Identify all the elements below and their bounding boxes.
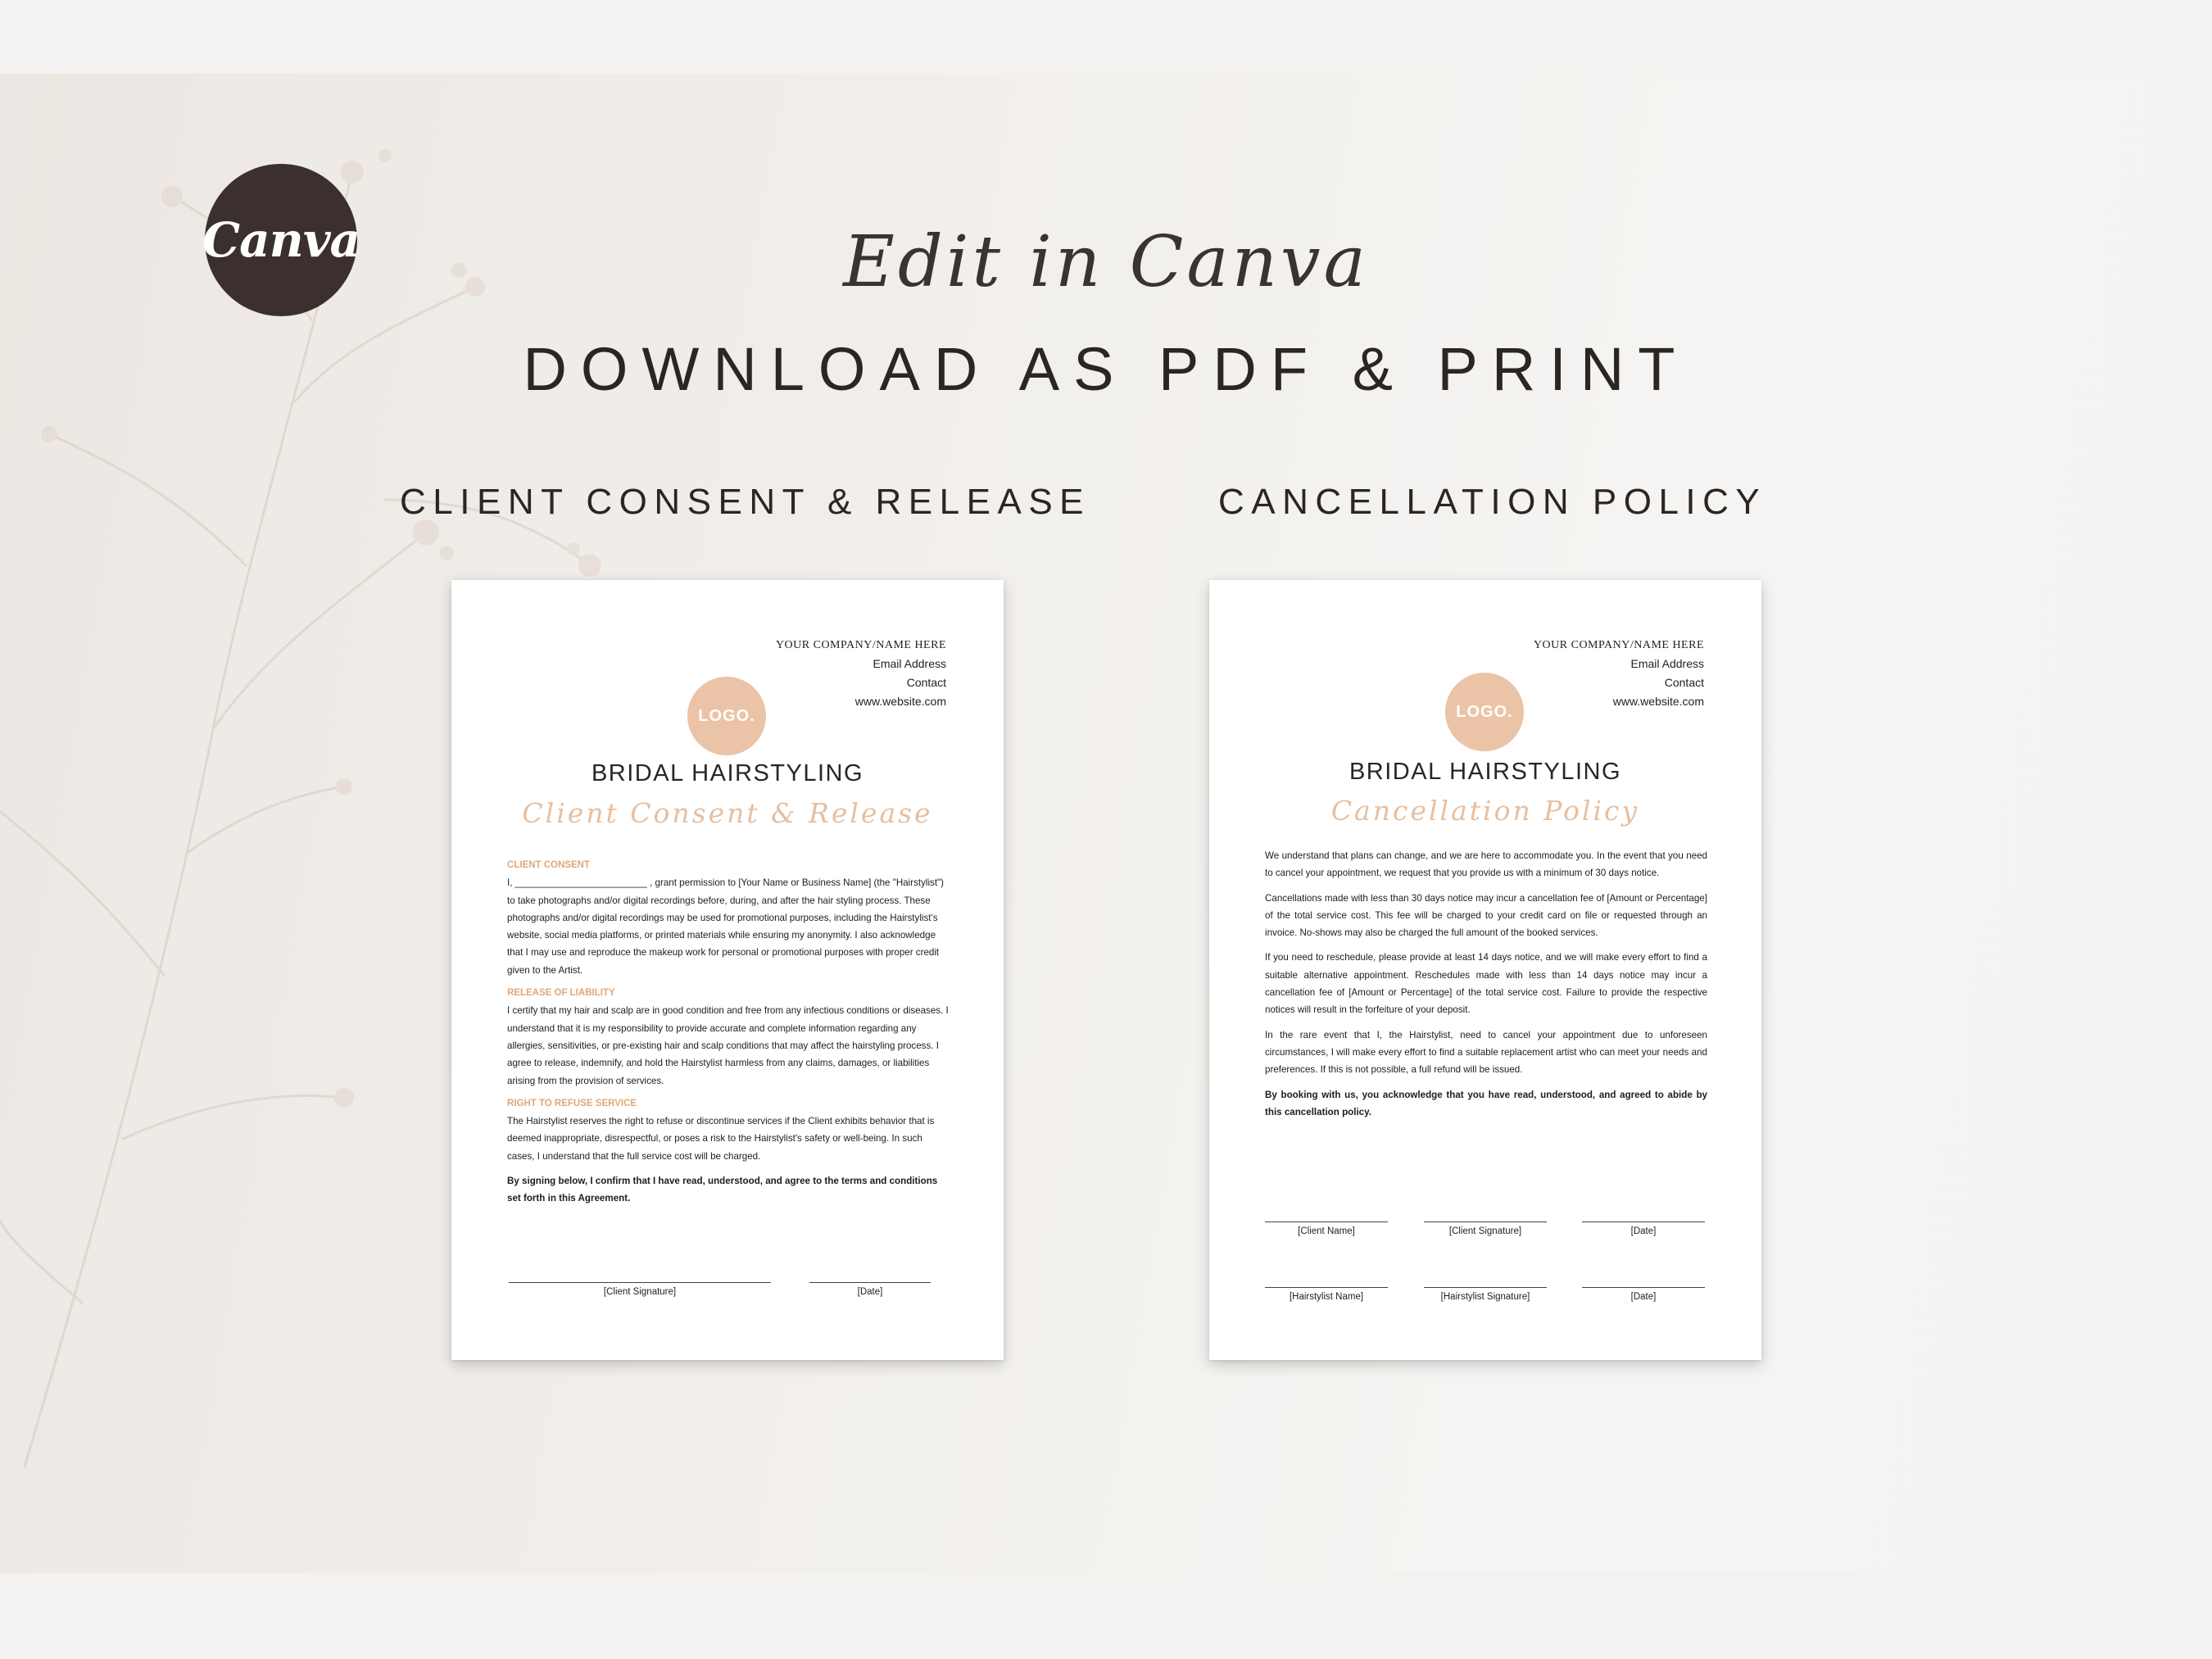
hairstylist-name-label: [Hairstylist Name] [1289, 1292, 1364, 1302]
agreement-statement: By signing below, I confirm that I have read, understood, and agree to the terms and conditions set forth in this Agreement. [507, 1176, 938, 1204]
signature-line [1424, 1287, 1547, 1288]
company-contact: Contact [906, 676, 946, 689]
document-script-heading: Cancellation Policy [1330, 795, 1640, 827]
download-print-title: DOWNLOAD AS PDF & PRINT [523, 335, 1689, 403]
date-line [809, 1282, 931, 1283]
document-script-heading: Client Consent & Release [522, 797, 933, 829]
logo-placeholder: LOGO. [687, 677, 766, 755]
company-website: www.website.com [1612, 695, 1704, 708]
company-info [776, 636, 946, 711]
signature-line [1265, 1287, 1388, 1288]
client-name-label: [Client Name] [1298, 1226, 1355, 1236]
section-title: RELEASE OF LIABILITY [507, 988, 615, 999]
client-signature-label: [Client Signature] [1448, 1226, 1522, 1236]
company-website: www.website.com [854, 695, 946, 708]
company-email: Email Address [873, 657, 946, 670]
document-heading: BRIDAL HAIRSTYLING [591, 760, 864, 786]
date-label: [Date] [1630, 1226, 1657, 1236]
policy-paragraph: If you need to reschedule, please provide at least 14 days notice, and we will make every effort to find a suitable alternative appointment. Reschedules made with less than 14 days notice may incur a cancellation fee of [Amount or Percentage] of the total service cost. Failure to provide the respective notices will result in the forfeiture of your deposit. [1265, 952, 1707, 1016]
date-label: [Date] [1630, 1292, 1657, 1302]
cancellation-section-title: CANCELLATION POLICY [1218, 482, 1767, 522]
company-contact: Contact [1664, 676, 1704, 689]
company-name: YOUR COMPANY/NAME HERE [775, 639, 946, 651]
document-heading: BRIDAL HAIRSTYLING [1349, 759, 1622, 785]
logo-placeholder: LOGO. [1445, 673, 1524, 751]
company-email: Email Address [1630, 657, 1704, 670]
agreement-statement: By booking with us, you acknowledge that you have read, understood, and agreed to abide by this cancellation policy. [1265, 1089, 1707, 1117]
signature-line [509, 1282, 771, 1283]
section-title: RIGHT TO REFUSE SERVICE [507, 1098, 637, 1108]
hairstylist-signature-label: [Hairstylist Signature] [1440, 1292, 1530, 1302]
section-text: I certify that my hair and scalp are in good condition and free from any infectious conditions or diseases. I understand that it is my responsibility to provide accurate and complete information regarding any allergies, sensitivities, or pre-existing hair and scalp conditions that may affect the hairstyling process. I agree to release, indemnify, and hold the Hairstylist harmless from any claims, damages, or liabilities arising from the provision of services. [507, 1005, 949, 1086]
cancellation-document-preview [1209, 580, 1761, 1360]
company-info [1534, 636, 1704, 711]
date-label: [Date] [857, 1287, 883, 1297]
consent-section-title: CLIENT CONSENT & RELEASE [400, 482, 1091, 522]
consent-document-preview [451, 580, 1004, 1360]
edit-in-canva-script-title: Edit in Canva [843, 221, 1369, 303]
section-text: The Hairstylist reserves the right to refuse or discontinue services if the Client exhibits behavior that is deemed inappropriate, disrespectful, or poses a risk to the Hairstylist's safety or well-being. In such cases, I understand that the full service cost will be charged. [507, 1116, 935, 1162]
signature-label: [Client Signature] [603, 1287, 677, 1297]
policy-paragraph: We understand that plans can change, and we are here to accommodate you. In the event that you need to cancel your appointment, we request that you provide us with a minimum of 30 days notice. [1265, 850, 1707, 879]
consent-body [507, 857, 950, 1208]
policy-body [1265, 847, 1707, 1128]
canva-logo: Canva [205, 164, 357, 316]
section-title: CLIENT CONSENT [507, 860, 590, 870]
policy-paragraph: Cancellations made with less than 30 days notice may incur a cancellation fee of [Amount or Percentage] of the total service cost. This fee will be charged to your credit card on file or requested through an invoice. No-shows may also be charged the full amount of the booked services. [1265, 892, 1707, 939]
signature-line [1582, 1287, 1705, 1288]
company-name: YOUR COMPANY/NAME HERE [1533, 639, 1704, 651]
section-text: I, _________________________ , grant permission to [Your Name or Business Name] (the "Hairstylist") to take photographs and/or digital recordings before, during, and after the hair styling process. These photographs and/or digital recordings may be used for promotional purposes, including the Hairstylist's website, social media platforms, or printed materials while ensuring my anonymity. I also acknowledge that I may use and reproduce the makeup work for personal or promotional purposes with proper credit given to the Artist. [507, 877, 945, 976]
policy-paragraph: In the rare event that I, the Hairstylist, need to cancel your appointment due to unforeseen circumstances, I will make every effort to find a suitable replacement artist who can meet your needs and preferences. If this is not possible, a full refund will be issued. [1265, 1029, 1707, 1076]
